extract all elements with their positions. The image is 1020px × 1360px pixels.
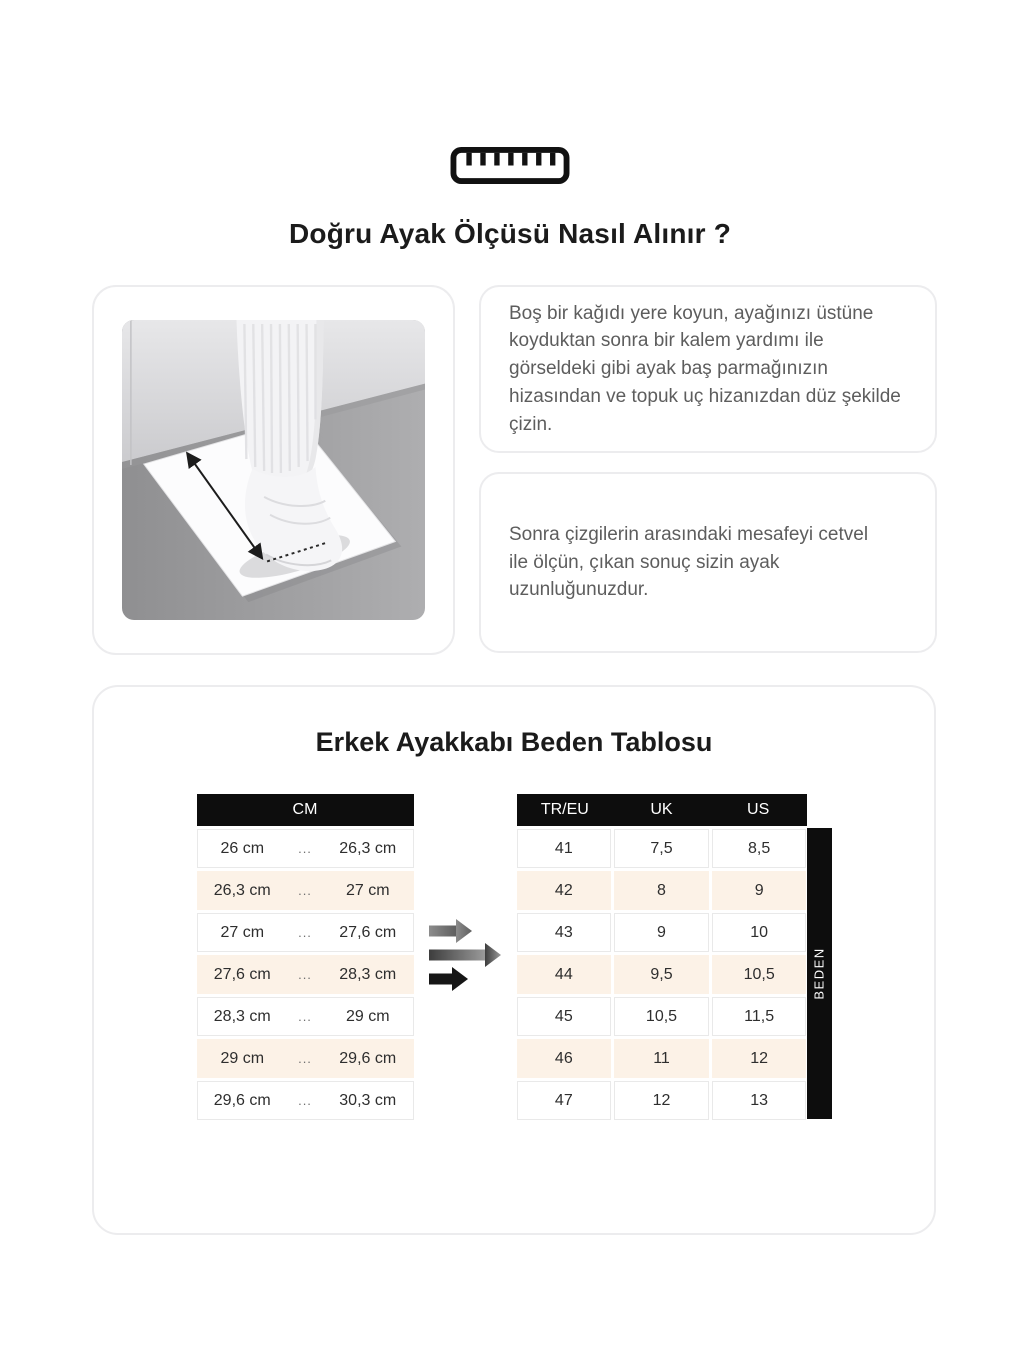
cm-max: 30,3 cm	[339, 1091, 397, 1109]
us-size: 11,5	[712, 997, 807, 1036]
treu-size: 41	[517, 829, 612, 868]
cm-min: 28,3 cm	[213, 1007, 271, 1025]
cm-max: 27,6 cm	[339, 923, 397, 941]
instruction-box-2	[479, 472, 937, 653]
size-row	[517, 955, 807, 994]
arrows-right-icon	[429, 919, 502, 996]
cm-min: 27,6 cm	[213, 965, 271, 983]
cm-row	[197, 1039, 414, 1078]
uk-size: 9	[614, 913, 709, 952]
size-table-card	[92, 685, 936, 1235]
instruction-text-1: Boş bir kağıdı yere koyun, ayağınızı üstüne koyduktan sonra bir kalem yardımı ile görseldeki gibi ayak baş parmağınızın hizasından ve topuk uç hizanızdan düz şekilde çizin.	[509, 302, 901, 435]
uk-size: 7,5	[614, 829, 709, 868]
range-dots: ...	[298, 1093, 312, 1108]
size-table-title: Erkek Ayakkabı Beden Tablosu	[315, 727, 713, 757]
us-size: 12	[712, 1039, 807, 1078]
range-dots: ...	[298, 883, 312, 898]
cm-max: 29 cm	[345, 1007, 390, 1025]
treu-size: 44	[517, 955, 612, 994]
cm-min: 26 cm	[220, 839, 265, 857]
instruction-box-1	[479, 285, 937, 453]
col-header-treu: TR/EU	[540, 801, 589, 818]
uk-size: 10,5	[614, 997, 709, 1036]
range-dots: ...	[298, 1051, 312, 1066]
cm-max: 27 cm	[345, 881, 390, 899]
col-header-uk: UK	[650, 801, 673, 818]
cm-min: 29 cm	[220, 1049, 265, 1067]
foot-measurement-illustration	[122, 320, 425, 620]
cm-table	[197, 794, 414, 1120]
us-size: 9	[712, 871, 807, 910]
size-row	[517, 829, 807, 868]
uk-size: 8	[614, 871, 709, 910]
size-row	[517, 1039, 807, 1078]
cm-row	[197, 871, 414, 910]
treu-size: 47	[517, 1081, 612, 1120]
us-size: 10	[712, 913, 807, 952]
cm-table-header: CM	[197, 794, 414, 826]
cm-min: 29,6 cm	[213, 1091, 271, 1109]
beden-side-label: BEDEN	[807, 828, 832, 1119]
cm-row	[197, 955, 414, 994]
us-size: 8,5	[712, 829, 807, 868]
size-row	[517, 913, 807, 952]
measurement-photo-card	[92, 285, 455, 655]
instruction-text-2: Sonra çizgilerin arasındaki mesafeyi cetvel ile ölçün, çıkan sonuç sizin ayak uzunluğunuzdur.	[509, 523, 869, 601]
cm-max: 28,3 cm	[339, 965, 397, 983]
range-dots: ...	[298, 1009, 312, 1024]
uk-size: 9,5	[614, 955, 709, 994]
treu-size: 42	[517, 871, 612, 910]
us-size: 13	[712, 1081, 807, 1120]
range-dots: ...	[298, 925, 312, 940]
treu-size: 45	[517, 997, 612, 1036]
us-size: 10,5	[712, 955, 807, 994]
range-dots: ...	[298, 967, 312, 982]
col-header-us: US	[747, 801, 770, 818]
cm-min: 27 cm	[220, 923, 265, 941]
size-tables	[94, 794, 934, 1120]
cm-row	[197, 997, 414, 1036]
cm-row	[197, 1081, 414, 1120]
cm-row	[197, 913, 414, 952]
ruler-icon	[0, 146, 1020, 185]
international-size-table-wrap	[517, 794, 832, 1120]
treu-size: 46	[517, 1039, 612, 1078]
instructions-column	[479, 285, 937, 655]
size-row	[517, 997, 807, 1036]
size-table-header-row	[517, 794, 807, 826]
cm-row	[197, 829, 414, 868]
treu-size: 43	[517, 913, 612, 952]
international-size-table	[517, 794, 807, 1120]
uk-size: 11	[614, 1039, 709, 1078]
range-dots: ...	[298, 841, 312, 856]
size-row	[517, 1081, 807, 1120]
page-title: Doğru Ayak Ölçüsü Nasıl Alınır ?	[288, 218, 732, 249]
cm-max: 29,6 cm	[339, 1049, 397, 1067]
cm-min: 26,3 cm	[213, 881, 271, 899]
how-to-measure-section	[92, 285, 937, 655]
uk-size: 12	[614, 1081, 709, 1120]
size-row	[517, 871, 807, 910]
cm-max: 26,3 cm	[339, 839, 397, 857]
